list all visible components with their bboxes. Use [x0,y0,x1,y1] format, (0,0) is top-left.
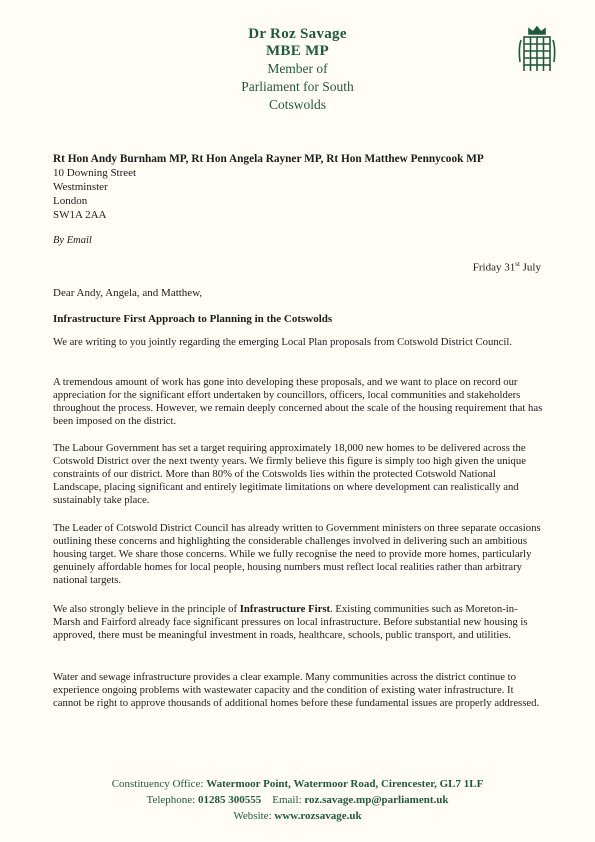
addressee-names: Rt Hon Andy Burnham MP, Rt Hon Angela Rayner MP, Rt Hon Matthew Pennycook MP [53,153,484,165]
salutation: Dear Andy, Angela, and Matthew, [53,287,203,299]
delivery-method: By Email [53,235,92,246]
footer-contact [0,776,595,824]
letterhead [0,26,595,114]
address-line: SW1A 2AA [53,209,107,221]
mp-role-line-1: Member of [267,61,328,76]
footer-website: Website: www.rozsavage.uk [233,810,362,822]
body-paragraph-1: We are writing to you jointly regarding the emerging Local Plan proposals from Cotswold District Council. [53,336,513,348]
address-line: 10 Downing Street [53,167,137,179]
address-line: Westminster [53,181,108,193]
footer-phone-email: Telephone: 01285 300555 Email: roz.savage.mp@parliament.uk [146,794,449,806]
website-link[interactable]: www.rozsavage.uk [274,810,362,822]
mp-role-line-2: Parliament for South [241,79,354,94]
letter-date: Friday 31st July [472,260,541,274]
body-paragraph-2: A tremendous amount of work has gone into developing these proposals, and we want to place on record our appreciation for the significant effort undertaken by councillors, officers, local communities and stakeholders throughout the process. However, we remain deeply concerned about the scale of the housing requirement that has been imposed on the district. [53,376,543,428]
portcullis-icon [515,24,559,74]
mp-honours: MBE MP [265,43,330,59]
addressee-block [53,152,543,222]
mp-role-line-3: Cotswolds [268,97,326,112]
mp-name: Dr Roz Savage [248,26,347,42]
body-paragraph-4: The Leader of Cotswold District Council has already written to Government ministers on three separate occasions outlining these concerns and highlighting the considerable challenges involved in delivering such an ambitious housing target. We share those concerns. While we fully recognise the need to provide more homes, particularly genuinely affordable homes for local people, housing numbers must reflect local realities rather than arbitrary national targets. [53,522,541,587]
infrastructure-first-emphasis: Infrastructure First [239,603,331,615]
email-link[interactable]: roz.savage.mp@parliament.uk [304,794,449,806]
subject-line: Infrastructure First Approach to Planning in the Cotswolds [53,313,333,325]
body-paragraph-3: The Labour Government has set a target requiring approximately 18,000 new homes to be delivered across the Cotswold District over the next twenty years. We firmly believe this figure is simply too high given the unique constraints of our district. More than 80% of the Cotswolds lies within the protected Cotswold National Landscape, placing significant and entirely legitimate limitations on where development can realistically and sustainably take place. [53,442,526,507]
body-paragraph-6: Water and sewage infrastructure provides a clear example. Many communities across the district continue to experience ongoing problems with wastewater capacity and the condition of existing water infrastructure. It cannot be right to approve thousands of additional homes before these fundamental issues are properly addressed. [53,671,540,710]
body-paragraph-5: We also strongly believe in the principle of Infrastructure First. Existing communities such as Moreton-in-Marsh and Fairford already face significant pressures on local infrastructure. Before substantial new housing is approved, there must be meaningful investment in roads, healthcare, schools, public transport, and utilities. [53,603,528,642]
phone-number: 01285 300555 [197,794,262,806]
footer-office: Constituency Office: Watermoor Point, Watermoor Road, Cirencester, GL7 1LF [111,778,484,790]
address-line: London [53,195,88,207]
